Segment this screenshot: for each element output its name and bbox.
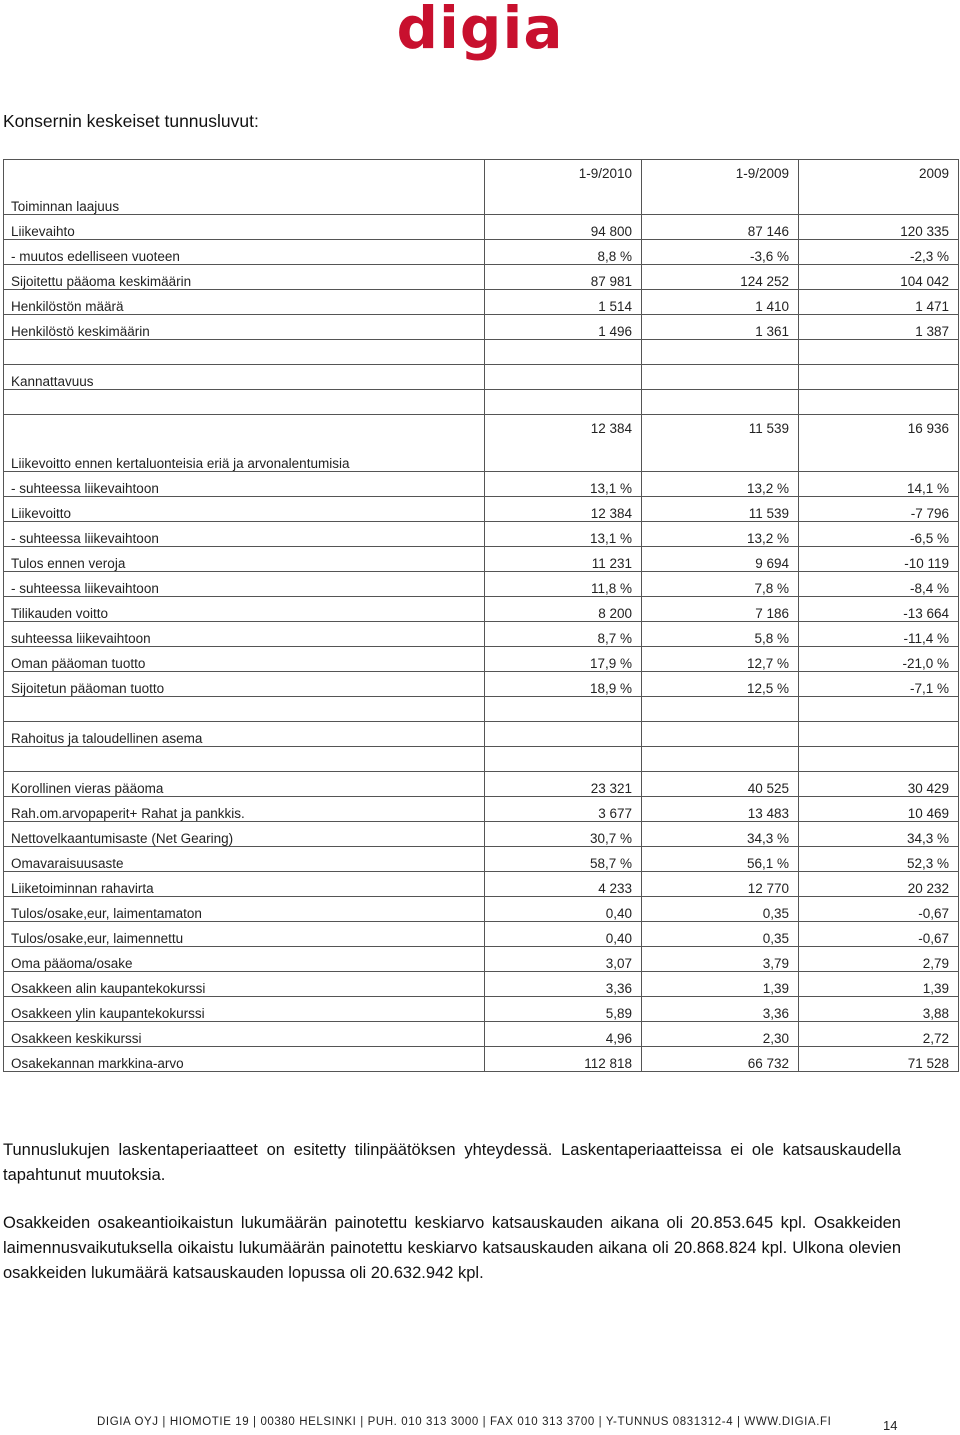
table-row — [4, 547, 959, 572]
cell-value — [799, 747, 959, 772]
row-label: Henkilöstö keskimäärin — [4, 315, 485, 340]
cell-value: 1 514 — [485, 290, 642, 315]
cell-value: -7,1 % — [799, 672, 959, 697]
cell-value: 4 233 — [485, 872, 642, 897]
row-label: - suhteessa liikevaihtoon — [4, 522, 485, 547]
row-label — [4, 747, 485, 772]
table-row — [4, 597, 959, 622]
cell-value: -0,67 — [799, 922, 959, 947]
cell-value: 2,79 — [799, 947, 959, 972]
footer-contact: DIGIA OYJ | HIOMOTIE 19 | 00380 HELSINKI | PUH. 010 313 3000 | FAX 010 313 3700 | Y-TUNNUS 0831312-4 | WWW.DIGIA.FI — [97, 1416, 832, 1428]
row-label: Henkilöstön määrä — [4, 290, 485, 315]
cell-value: 34,3 % — [642, 822, 799, 847]
cell-value: 3,36 — [642, 997, 799, 1022]
cell-value: 11 539 — [642, 415, 799, 472]
section-title: Konsernin keskeiset tunnusluvut: — [3, 111, 259, 131]
cell-value — [642, 390, 799, 415]
table-row — [4, 497, 959, 522]
cell-value: 11 539 — [642, 497, 799, 522]
table-row — [4, 772, 959, 797]
cell-value: 16 936 — [799, 415, 959, 472]
paragraph-share-count: Osakkeiden osakeantioikaistun lukumäärän painotettu keskiarvo katsauskauden aikana oli 20.853.645 kpl. Osakkeiden laimennusvaikutuksella oikaistu lukumäärän painotettu keskiarvo katsauskauden aikana oli 20.868.824 kpl. Ulkona olevien osakkeiden lukumäärä katsauskauden lopussa oli 20.632.942 kpl. — [3, 1214, 901, 1282]
cell-value: 87 146 — [642, 215, 799, 240]
row-label: Oman pääoman tuotto — [4, 647, 485, 672]
row-label: Tulos/osake,eur, laimentamaton — [4, 897, 485, 922]
row-label: Sijoitettu pääoma keskimäärin — [4, 265, 485, 290]
cell-value: 20 232 — [799, 872, 959, 897]
cell-value: 3,88 — [799, 997, 959, 1022]
cell-value: 1-9/2010 — [485, 160, 642, 215]
row-label: Liikevoitto — [4, 497, 485, 522]
cell-value: 8 200 — [485, 597, 642, 622]
cell-value — [799, 340, 959, 365]
row-label: Korollinen vieras pääoma — [4, 772, 485, 797]
cell-value: 13,2 % — [642, 472, 799, 497]
row-label: Osakkeen alin kaupantekokurssi — [4, 972, 485, 997]
cell-value: 8,7 % — [485, 622, 642, 647]
cell-value — [799, 722, 959, 747]
row-label: Omavaraisuusaste — [4, 847, 485, 872]
cell-value — [485, 697, 642, 722]
table-row — [4, 1047, 959, 1072]
table-row — [4, 622, 959, 647]
table-row — [4, 872, 959, 897]
cell-value: 7 186 — [642, 597, 799, 622]
cell-value: -8,4 % — [799, 572, 959, 597]
cell-value: 0,35 — [642, 922, 799, 947]
row-label: Rahoitus ja taloudellinen asema — [4, 722, 485, 747]
cell-value: 0,40 — [485, 922, 642, 947]
cell-value: 30 429 — [799, 772, 959, 797]
row-label: - muutos edelliseen vuoteen — [4, 240, 485, 265]
cell-value: 66 732 — [642, 1047, 799, 1072]
cell-value: 7,8 % — [642, 572, 799, 597]
cell-value — [485, 747, 642, 772]
cell-value: 11 231 — [485, 547, 642, 572]
cell-value: 0,35 — [642, 897, 799, 922]
row-label: Osakkeen keskikurssi — [4, 1022, 485, 1047]
row-label: Tilikauden voitto — [4, 597, 485, 622]
row-label: Kannattavuus — [4, 365, 485, 390]
cell-value: 12 384 — [485, 497, 642, 522]
row-label: Toiminnan laajuus — [4, 160, 485, 215]
row-label: Liiketoiminnan rahavirta — [4, 872, 485, 897]
row-label: Rah.om.arvopaperit+ Rahat ja pankkis. — [4, 797, 485, 822]
cell-value: 12 384 — [485, 415, 642, 472]
cell-value: 124 252 — [642, 265, 799, 290]
table-row — [4, 265, 959, 290]
row-label: Liikevaihto — [4, 215, 485, 240]
row-label: suhteessa liikevaihtoon — [4, 622, 485, 647]
cell-value: 58,7 % — [485, 847, 642, 872]
table-row — [4, 472, 959, 497]
cell-value: 1 471 — [799, 290, 959, 315]
table-row — [4, 365, 959, 390]
key-figures-table-body — [4, 160, 959, 1072]
row-label: Osakkeen ylin kaupantekokurssi — [4, 997, 485, 1022]
cell-value: -3,6 % — [642, 240, 799, 265]
key-figures-table — [3, 159, 959, 1072]
cell-value — [799, 365, 959, 390]
cell-value — [485, 340, 642, 365]
cell-value: 1 387 — [799, 315, 959, 340]
cell-value: 2,72 — [799, 1022, 959, 1047]
cell-value — [485, 365, 642, 390]
row-label — [4, 390, 485, 415]
row-label: Liikevoitto ennen kertaluonteisia eriä ja arvonalentumisia — [4, 415, 485, 472]
cell-value: 1,39 — [799, 972, 959, 997]
cell-value: 34,3 % — [799, 822, 959, 847]
table-row — [4, 922, 959, 947]
table-row — [4, 947, 959, 972]
cell-value — [485, 390, 642, 415]
table-row — [4, 822, 959, 847]
cell-value: 10 469 — [799, 797, 959, 822]
cell-value: -13 664 — [799, 597, 959, 622]
table-spacer-row — [4, 747, 959, 772]
cell-value: 5,89 — [485, 997, 642, 1022]
cell-value: 3,79 — [642, 947, 799, 972]
row-label: Oma pääoma/osake — [4, 947, 485, 972]
table-row — [4, 215, 959, 240]
cell-value: 30,7 % — [485, 822, 642, 847]
cell-value: -6,5 % — [799, 522, 959, 547]
row-label — [4, 340, 485, 365]
cell-value: 2009 — [799, 160, 959, 215]
cell-value — [485, 722, 642, 747]
table-row — [4, 1022, 959, 1047]
cell-value: 18,9 % — [485, 672, 642, 697]
cell-value: 12,7 % — [642, 647, 799, 672]
row-label: Tulos ennen veroja — [4, 547, 485, 572]
cell-value: 17,9 % — [485, 647, 642, 672]
digia-logo: digia — [396, 0, 564, 62]
table-row — [4, 797, 959, 822]
cell-value: 1,39 — [642, 972, 799, 997]
cell-value: 0,40 — [485, 897, 642, 922]
cell-value: -21,0 % — [799, 647, 959, 672]
cell-value — [799, 390, 959, 415]
table-row — [4, 240, 959, 265]
table-row — [4, 672, 959, 697]
cell-value — [799, 697, 959, 722]
cell-value — [642, 747, 799, 772]
row-label: - suhteessa liikevaihtoon — [4, 572, 485, 597]
cell-value: 2,30 — [642, 1022, 799, 1047]
cell-value: -7 796 — [799, 497, 959, 522]
row-label: - suhteessa liikevaihtoon — [4, 472, 485, 497]
table-row — [4, 522, 959, 547]
cell-value: 3,07 — [485, 947, 642, 972]
cell-value: 120 335 — [799, 215, 959, 240]
table-row — [4, 722, 959, 747]
table-row — [4, 897, 959, 922]
table-row — [4, 290, 959, 315]
row-label: Tulos/osake,eur, laimennettu — [4, 922, 485, 947]
cell-value: -11,4 % — [799, 622, 959, 647]
cell-value: 12 770 — [642, 872, 799, 897]
cell-value: 13,1 % — [485, 522, 642, 547]
cell-value: -10 119 — [799, 547, 959, 572]
cell-value: 1 361 — [642, 315, 799, 340]
cell-value: 1-9/2009 — [642, 160, 799, 215]
cell-value: 40 525 — [642, 772, 799, 797]
table-row — [4, 572, 959, 597]
cell-value: 4,96 — [485, 1022, 642, 1047]
cell-value: 11,8 % — [485, 572, 642, 597]
cell-value: 104 042 — [799, 265, 959, 290]
row-label: Nettovelkaantumisaste (Net Gearing) — [4, 822, 485, 847]
cell-value: -2,3 % — [799, 240, 959, 265]
table-row — [4, 415, 959, 472]
table-row — [4, 160, 959, 215]
cell-value: 13,1 % — [485, 472, 642, 497]
cell-value: 71 528 — [799, 1047, 959, 1072]
cell-value: 56,1 % — [642, 847, 799, 872]
cell-value: -0,67 — [799, 897, 959, 922]
cell-value: 9 694 — [642, 547, 799, 572]
table-spacer-row — [4, 340, 959, 365]
cell-value: 1 496 — [485, 315, 642, 340]
cell-value — [642, 340, 799, 365]
cell-value: 23 321 — [485, 772, 642, 797]
paragraph-accounting-principles: Tunnuslukujen laskentaperiaatteet on esitetty tilinpäätöksen yhteydessä. Laskentaperiaatteissa ei ole katsauskaudella tapahtunut muutoksia. — [3, 1141, 901, 1184]
table-row — [4, 972, 959, 997]
cell-value: 12,5 % — [642, 672, 799, 697]
cell-value — [642, 365, 799, 390]
cell-value: 87 981 — [485, 265, 642, 290]
cell-value: 13,2 % — [642, 522, 799, 547]
page-number: 14 — [883, 1418, 898, 1433]
cell-value: 3 677 — [485, 797, 642, 822]
cell-value: 8,8 % — [485, 240, 642, 265]
table-row — [4, 847, 959, 872]
table-row — [4, 315, 959, 340]
cell-value: 112 818 — [485, 1047, 642, 1072]
row-label: Sijoitetun pääoman tuotto — [4, 672, 485, 697]
table-row — [4, 647, 959, 672]
cell-value: 13 483 — [642, 797, 799, 822]
cell-value: 14,1 % — [799, 472, 959, 497]
cell-value: 3,36 — [485, 972, 642, 997]
cell-value — [642, 697, 799, 722]
cell-value: 52,3 % — [799, 847, 959, 872]
cell-value — [642, 722, 799, 747]
cell-value: 94 800 — [485, 215, 642, 240]
cell-value: 5,8 % — [642, 622, 799, 647]
cell-value: 1 410 — [642, 290, 799, 315]
table-spacer-row — [4, 697, 959, 722]
row-label: Osakekannan markkina-arvo — [4, 1047, 485, 1072]
table-spacer-row — [4, 390, 959, 415]
row-label — [4, 697, 485, 722]
table-row — [4, 997, 959, 1022]
